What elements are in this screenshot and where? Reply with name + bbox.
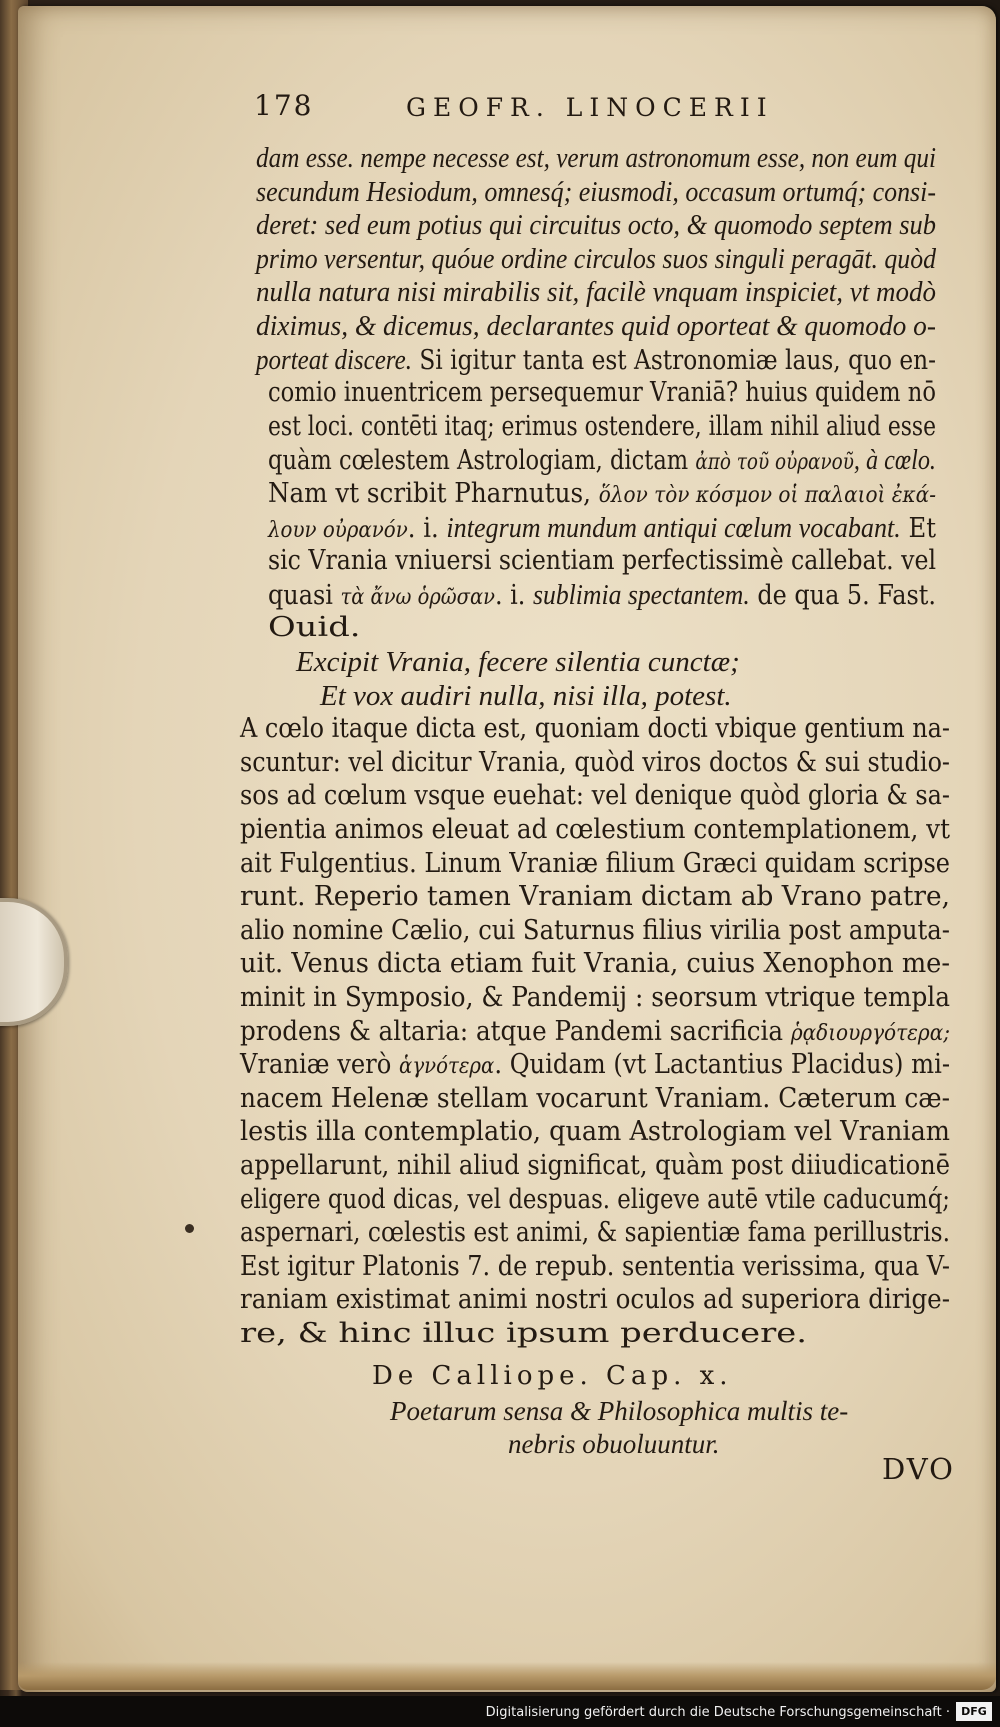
text-run: quasi [268,579,341,611]
text-line [320,679,732,712]
text-run: . i. [494,579,533,611]
text-line [240,746,950,778]
running-head: GEOFR. LINOCERII [406,93,774,122]
text-run: appellarunt, nihil aliud significat, quàm post diiudicationē [240,1150,950,1181]
text-run: ῥᾳδιουργότερα; [790,1020,950,1046]
text-run: dam esse. nempe necesse est, verum astronomum esse, non eum qui [256,142,936,174]
text-line [296,648,740,677]
text-line [240,948,950,980]
text-run: runt. Reperio tamen Vraniam dictam ab Vrano patre, [240,881,950,913]
footer-credit: Digitalisierung gefördert durch die Deutsche Forschungsgemeinschaft · [485,1705,950,1720]
dfg-logo: DFG [956,1702,992,1721]
text-line [256,211,936,240]
text-line [256,242,936,275]
text-line [240,1015,950,1047]
text-line [268,612,361,644]
text-run: porteat discere. [256,343,412,376]
text-run: re, & hinc illuc ipsum perducere. [240,1318,807,1349]
text-run: aspernari, cœlestis est animi, & sapientiæ fama perillustris. [240,1217,950,1249]
text-run: Si igitur tanta est Astronomiæ laus, quo en- [411,344,936,376]
text-run: ἁγνότερα [399,1054,495,1080]
text-run: Ouid. [268,612,361,644]
text-line [240,1284,950,1316]
text-line [240,1082,950,1114]
text-run: A cœlo itaque dicta est, quoniam docti vbique gentium na- [240,713,950,745]
page-number: 178 [254,89,314,122]
text-run: eligere quod dicas, vel despuas. eligeve autē vtile caducumq́; [240,1183,950,1215]
text-run: lestis illa contemplatio, quam Astrologiam vel Vraniam [240,1116,950,1148]
catchword: DVO [882,1452,955,1486]
text-line [268,545,936,577]
text-run: . i. [407,512,447,544]
text-line [256,312,936,341]
text-run: Nam vt scribit Pharnutus, [268,478,599,509]
text-run: uit. Venus dicta etiam fuit Vrania, cuius Xenophon me- [240,948,950,980]
text-run: , à cœlo. [853,444,936,477]
text-run: Est igitur Platonis 7. de repub. sententia verissima, qua V- [240,1250,950,1282]
text-run: τὰ ἄνω ὁρῶσαν [340,584,495,610]
text-run: primo versentur, quóue ordine circulos suos singuli peragāt. quòd [256,242,936,275]
text-run: prodens & altaria: atque Pandemi sacrificia [240,1015,791,1047]
text-run: . Quidam (vt Lactantius Placidus) mi- [494,1049,950,1081]
text-run: nulla natura nisi mirabilis sit, facilè vnquam inspiciet, vt modò [256,276,936,309]
text-run: diximus, & dicemus, declarantes quid oporteat & quomodo o- [256,310,936,342]
text-line [268,377,936,409]
text-line [256,278,936,307]
text-run: λουν οὐρανόν [268,517,408,543]
text-run: comio inuentricem persequemur Vraniā? huius quidem nō [268,377,936,409]
text-line [240,1320,807,1347]
text-run: pientia animos eleuat ad cœlestium contemplationem, vt [240,814,950,845]
text-run: sublimia spectantem. [532,578,750,611]
text-run: est loci. contēti itaq; erimus ostendere, illam nihil aliud esse [268,410,936,442]
text-run: sos ad cœlum vsque euehat: vel denique quòd gloria & sa- [240,780,950,812]
text-line [240,1152,950,1179]
text-run: Excipit Vrania, fecere silentia cunctæ; [296,646,740,678]
text-line [240,1250,950,1282]
ink-speck [185,1224,194,1233]
text-run: raniam existimat animi nostri oculos ad superiora dirige- [240,1284,950,1316]
text-run: ὅλον τὸν κόσμον οἱ παλαιοὶ ἐκά- [598,483,936,508]
text-line [240,1183,950,1215]
text-run: Et [900,512,936,544]
text-line [268,578,936,611]
page-edge [18,1662,996,1690]
text-run: scuntur: vel dicitur Vrania, quòd viros doctos & sui studio- [240,746,950,778]
text-run: Vraniæ verò [240,1049,400,1081]
text-line [240,1049,950,1081]
text-run: deret: sed eum potius qui circuitus octo, & quomodo septem sub [256,209,936,242]
text-run: integrum mundum antiqui cœlum vocabant. [446,511,901,544]
text-line [240,881,950,913]
text-line [240,914,950,946]
text-run: alio nomine Cælio, cui Saturnus filius virilia post amputa- [240,914,950,946]
chapter-heading: De Calliope. Cap. x. [372,1361,733,1391]
text-run: quàm cœlestem Astrologiam, dictam [268,445,696,477]
text-run: ait Fulgentius. Linum Vraniæ filium Græci quidam scripse [240,847,950,879]
text-line [268,480,936,507]
text-line [240,984,950,1011]
text-run: nacem Helenæ stellam vocarunt Vraniam. Cæterum cæ- [240,1082,950,1114]
text-line [240,847,950,879]
text-line [240,780,950,812]
text-line [268,410,936,442]
text-line [268,511,936,544]
text-run: ἀπὸ τοῦ οὐρανοῦ [695,450,854,476]
text-run: secundum Hesiodum, omnesq́; eiusmodi, occasum ortumq́; consi- [256,175,936,208]
text-run: de qua 5. Fast. [749,579,936,611]
text-line [240,816,950,843]
chapter-summary-line-1: Poetarum sensa & Philosophica multis te- [390,1396,849,1426]
text-run: Et vox audiri nulla, nisi illa, potest. [320,679,732,712]
text-line [240,713,950,745]
text-run: minit in Symposio, & Pandemij : seorsum vtrique templa [240,982,950,1013]
chapter-summary-line-2: nebris obuoluuntur. [508,1429,720,1459]
text-line [256,144,936,173]
text-line [268,446,936,475]
text-line [256,343,936,376]
text-run: sic Vrania vniuersi scientiam perfectissimè callebat. vel [268,545,936,577]
text-line [240,1217,950,1249]
text-line [240,1116,950,1148]
text-line [256,175,936,208]
